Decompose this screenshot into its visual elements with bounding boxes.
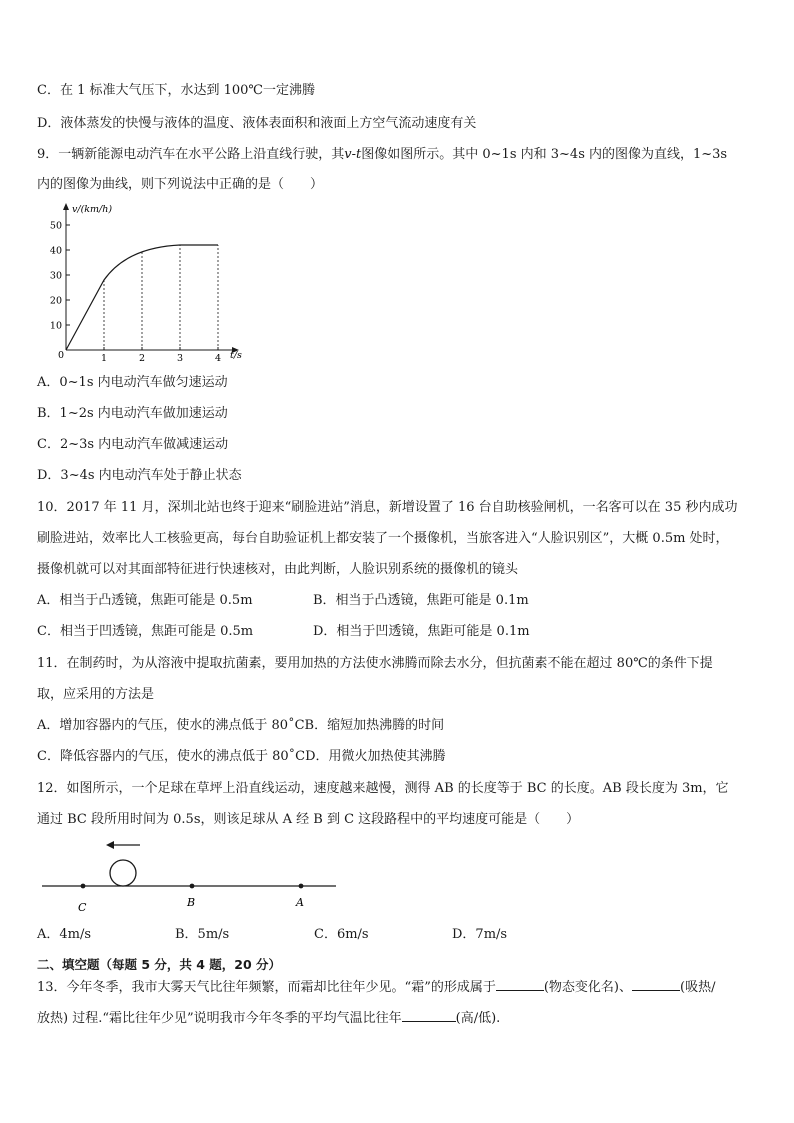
q9-stem-line2: 内的图像为曲线，则下列说法中正确的是（ ） (37, 177, 324, 192)
q10-option-d: D．相当于凹透镜，焦距可能是 0.1m (313, 624, 530, 639)
q8-option-c: C．在 1 标准大气压下，水达到 100℃一定沸腾 (37, 83, 315, 98)
y-tick-label: 50 (49, 220, 62, 232)
q13-part2: (物态变化名)、 (543, 980, 632, 995)
y-axis-label: v/(km/h) (72, 204, 113, 215)
label-a: A (296, 896, 304, 909)
vt-chart (40, 200, 260, 364)
q13-line1 (37, 978, 715, 997)
point-b (190, 884, 195, 889)
x-axis-label: t/s (230, 350, 242, 361)
x-tick-label: 1 (100, 353, 108, 364)
x-tick-label: 2 (138, 353, 146, 364)
q12-stem-line2: 通过 BC 段所用时间为 0.5s，则该足球从 A 经 B 到 C 这段路程中的平均速度可能是（ ） (37, 812, 580, 827)
point-c (81, 884, 86, 889)
q13-line2-a: 放热) 过程.“霜比往年少见”说明我市今年冬季的平均气温比往年 (37, 1011, 402, 1026)
q10-stem-line1: 10．2017 年 11 月，深圳北站也终于迎来“刷脸进站”消息，新增设置了 16 台自助核验闸机，一名客可以在 35 秒内成功 (37, 500, 738, 515)
q9-option-c: C．2~3s 内电动汽车做减速运动 (37, 437, 229, 452)
q11-stem-line1: 11．在制药时，为从溶液中提取抗菌素，要用加热的方法使水沸腾而除去水分，但抗菌素不能在超过 80℃的条件下提 (37, 656, 713, 671)
section-title: 二、填空题（每题 5 分，共 4 题，20 分） (37, 957, 282, 972)
q10-stem-line3: 摄像机就可以对其面部特征进行快速核对，由此判断，人脸识别系统的摄像机的镜头 (37, 562, 519, 577)
y-tick-label: 10 (49, 320, 62, 332)
q12-option-d: D．7m/s (452, 927, 508, 942)
q12-option-c: C．6m/s (314, 927, 369, 942)
label-c: C (78, 901, 87, 914)
q9-option-d: D．3~4s 内电动汽车处于静止状态 (37, 468, 242, 483)
label-b: B (187, 896, 196, 909)
q9-stem-b: 图像如图所示。其中 0~1s 内和 3~4s 内的图像为直线，1~3s (361, 147, 728, 162)
q13-line2-b: (高/低). (455, 1011, 501, 1026)
q10-option-a: A．相当于凸透镜，焦距可能是 0.5m (37, 593, 253, 608)
y-tick-label: 30 (49, 270, 62, 282)
motion-arrow-head (106, 841, 114, 849)
q11-option-ab: A．增加容器内的气压，使水的沸点低于 80˚CB．缩短加热沸腾的时间 (37, 718, 445, 733)
q8-option-d: D．液体蒸发的快慢与液体的温度、液体表面积和液面上方空气流动速度有关 (37, 116, 477, 131)
x-tick-label: 3 (176, 353, 184, 364)
q9-stem-var: v-t (344, 147, 362, 162)
q10-option-c: C．相当于凹透镜，焦距可能是 0.5m (37, 624, 254, 639)
q13-blank-3[interactable] (402, 1009, 456, 1022)
q10-option-b: B．相当于凸透镜，焦距可能是 0.1m (313, 593, 529, 608)
q9-stem-a: 9．一辆新能源电动汽车在水平公路上沿直线行驶，其 (37, 147, 345, 162)
q10-stem-line2: 刷脸进站，效率比人工核验更高，每台自助验证机上都安装了一个摄像机，当旅客进入“人脸识别区”，大概 0.5m 处时， (37, 531, 729, 546)
q13-part3: (吸热/ (680, 980, 716, 995)
point-a (299, 884, 304, 889)
football (110, 860, 136, 886)
y-tick-label: 20 (49, 295, 62, 307)
q12-option-a: A．4m/s (37, 927, 92, 942)
origin-label: 0 (58, 350, 65, 361)
q13-part1: 13．今年冬季，我市大雾天气比往年频繁，而霜却比往年少见。“霜”的形成属于 (37, 980, 496, 995)
q13-line2 (37, 1009, 500, 1028)
x-tick-label: 4 (214, 353, 222, 364)
q9-stem-line1 (37, 146, 727, 164)
q9-option-b: B．1~2s 内电动汽车做加速运动 (37, 406, 228, 421)
q12-option-b: B．5m/s (175, 927, 230, 942)
q12-stem-line1: 12．如图所示，一个足球在草坪上沿直线运动，速度越来越慢，测得 AB 的长度等于 BC 的长度。AB 段长度为 3m，它 (37, 781, 729, 796)
y-tick-label: 40 (49, 245, 62, 257)
q13-blank-2[interactable] (632, 978, 680, 991)
q11-stem-line2: 取，应采用的方法是 (37, 687, 155, 702)
q11-option-cd: C．降低容器内的气压，使水的沸点低于 80˚CD．用微火加热使其沸腾 (37, 749, 446, 764)
q9-option-a: A．0~1s 内电动汽车做匀速运动 (37, 375, 228, 390)
q13-blank-1[interactable] (496, 978, 544, 991)
football-figure (40, 836, 340, 920)
